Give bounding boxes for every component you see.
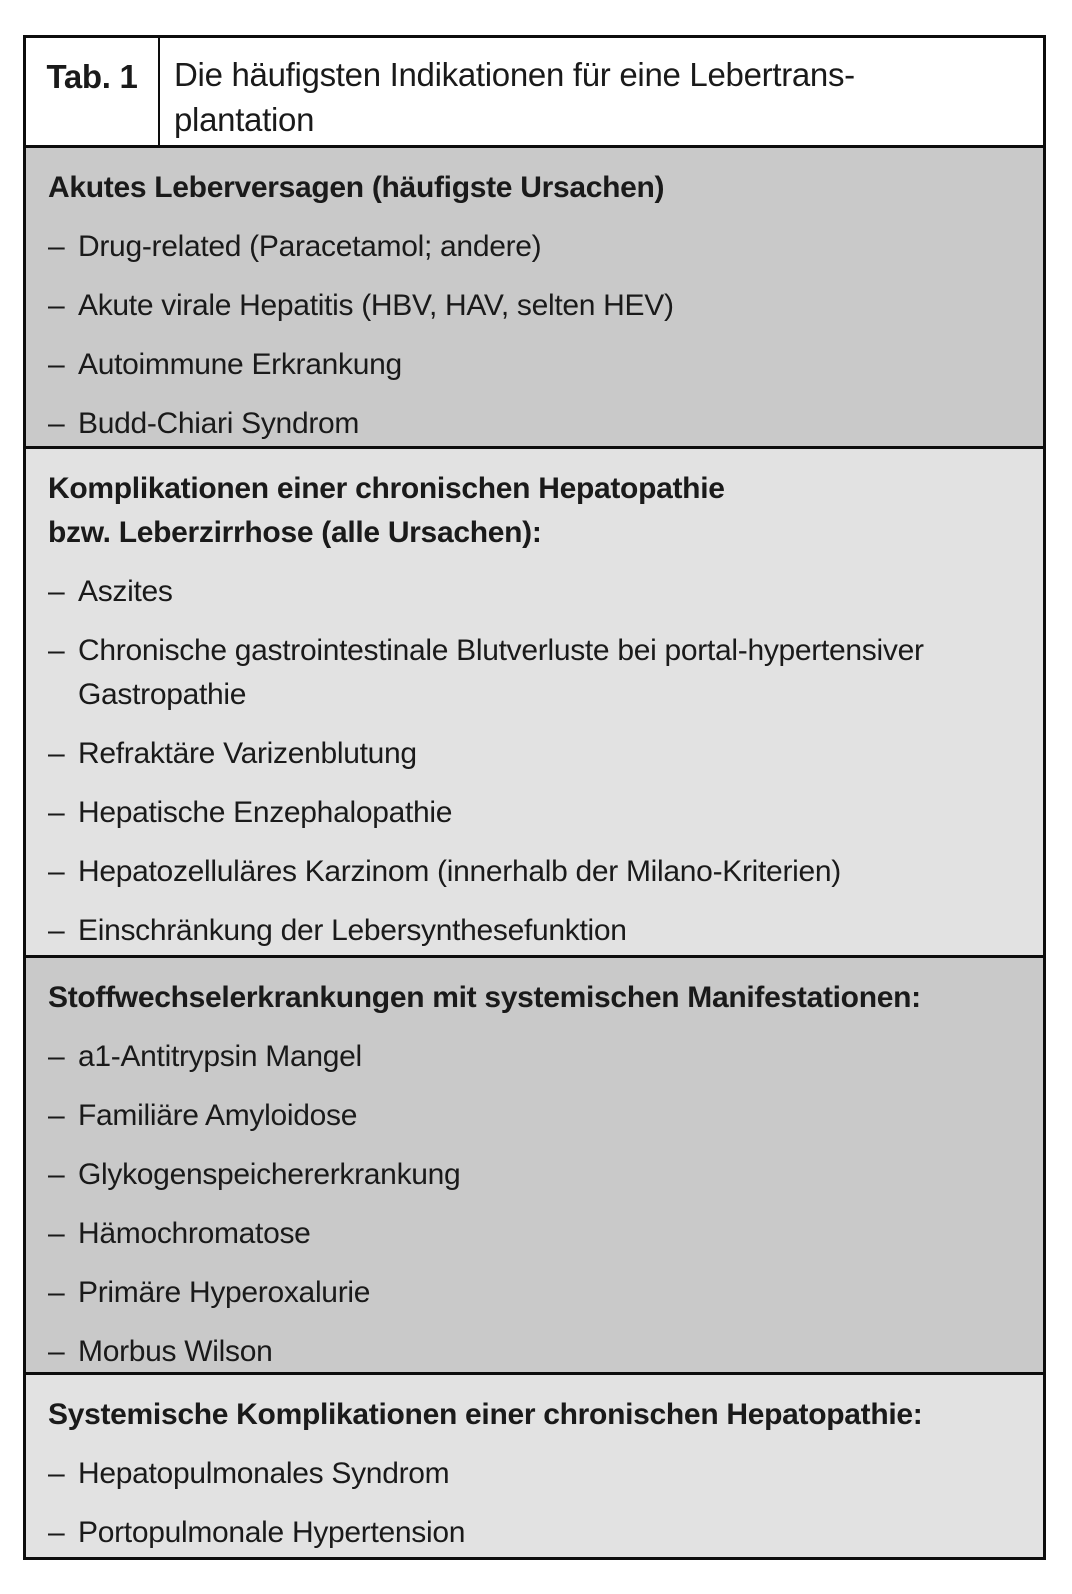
list-item-text: Aszites: [78, 575, 173, 608]
dash-bullet: –: [48, 230, 65, 263]
table-title: [160, 38, 1043, 145]
dash-bullet: –: [48, 1457, 65, 1490]
section-heading: [48, 1393, 1031, 1437]
section-stoffwechselerkrankungen: [26, 955, 1043, 1372]
list-item: [48, 629, 1031, 717]
list-item: [48, 850, 1031, 894]
list-item-text: Drug-related (Paracetamol; andere): [78, 230, 542, 263]
list-item-text: Chronische gastrointestinale Blutverluste bei portal-hypertensiver Gastropathie: [78, 634, 924, 711]
list-item-text: Hepatische Enzephalopathie: [78, 796, 453, 829]
list-item-text: a1-Antitrypsin Mangel: [78, 1040, 362, 1073]
list-item-text: Portopulmonale Hypertension: [78, 1516, 466, 1549]
list-item: [48, 570, 1031, 614]
dash-bullet: –: [48, 1276, 65, 1309]
list-item-text: Akute virale Hepatitis (HBV, HAV, selten HEV): [78, 289, 674, 322]
dash-bullet: –: [48, 1040, 65, 1073]
list-item: [48, 1330, 1031, 1372]
dash-bullet: –: [48, 855, 65, 888]
section-systemische-komplikationen: [26, 1372, 1043, 1557]
list-item: [48, 791, 1031, 835]
section-komplikationen-chronische-hepatopathie: [26, 446, 1043, 955]
section-heading: [48, 467, 1031, 555]
table-title-line2: plantation: [174, 101, 315, 138]
list-item: [48, 1271, 1031, 1315]
table-label: Tab. 1: [26, 38, 160, 145]
list-item-text: Primäre Hyperoxalurie: [78, 1276, 371, 1309]
dash-bullet: –: [48, 1516, 65, 1549]
list-item: [48, 909, 1031, 953]
dash-bullet: –: [48, 348, 65, 381]
list-item: [48, 1212, 1031, 1256]
table-tab1: [23, 35, 1046, 1560]
section-heading-line: Akutes Leberversagen (häufigste Ursachen): [48, 171, 665, 204]
list-item: [48, 284, 1031, 328]
table-title-line1: Die häufigsten Indikationen für eine Lebertrans-: [174, 56, 855, 93]
list-item-text: Familiäre Amyloidose: [78, 1099, 358, 1132]
section-heading: [48, 166, 1031, 210]
dash-bullet: –: [48, 1158, 65, 1191]
table-header: [26, 38, 1043, 145]
dash-bullet: –: [48, 1335, 65, 1368]
dash-bullet: –: [48, 634, 65, 667]
list-item-text: Autoimmune Erkrankung: [78, 348, 402, 381]
dash-bullet: –: [48, 1217, 65, 1250]
list-item-text: Refraktäre Varizenblutung: [78, 737, 417, 770]
list-item-text: Morbus Wilson: [78, 1335, 273, 1368]
dash-bullet: –: [48, 737, 65, 770]
section-akutes-leberversagen: [26, 145, 1043, 446]
section-heading-line: bzw. Leberzirrhose (alle Ursachen):: [48, 516, 542, 549]
list-item: [48, 1094, 1031, 1138]
dash-bullet: –: [48, 914, 65, 947]
list-item: [48, 1511, 1031, 1555]
section-heading-line: Stoffwechselerkrankungen mit systemischen Manifestationen:: [48, 981, 921, 1014]
list-item: [48, 732, 1031, 776]
list-item-text: Hepatopulmonales Syndrom: [78, 1457, 450, 1490]
list-item-text: Einschränkung der Lebersynthesefunktion: [78, 914, 627, 947]
list-item-text: Hämochromatose: [78, 1217, 311, 1250]
dash-bullet: –: [48, 289, 65, 322]
list-item-text: Budd-Chiari Syndrom: [78, 407, 360, 440]
dash-bullet: –: [48, 575, 65, 608]
dash-bullet: –: [48, 1099, 65, 1132]
list-item: [48, 343, 1031, 387]
list-item-text: Glykogenspeichererkrankung: [78, 1158, 461, 1191]
list-item: [48, 225, 1031, 269]
list-item: [48, 1452, 1031, 1496]
list-item: [48, 1153, 1031, 1197]
section-heading-line: Komplikationen einer chronischen Hepatopathie: [48, 472, 725, 505]
dash-bullet: –: [48, 407, 65, 440]
list-item: [48, 402, 1031, 446]
list-item-text: Hepatozelluläres Karzinom (innerhalb der Milano-Kriterien): [78, 855, 841, 888]
section-heading: [48, 976, 1031, 1020]
section-heading-line: Systemische Komplikationen einer chronischen Hepatopathie:: [48, 1398, 923, 1431]
list-item: [48, 1035, 1031, 1079]
dash-bullet: –: [48, 796, 65, 829]
